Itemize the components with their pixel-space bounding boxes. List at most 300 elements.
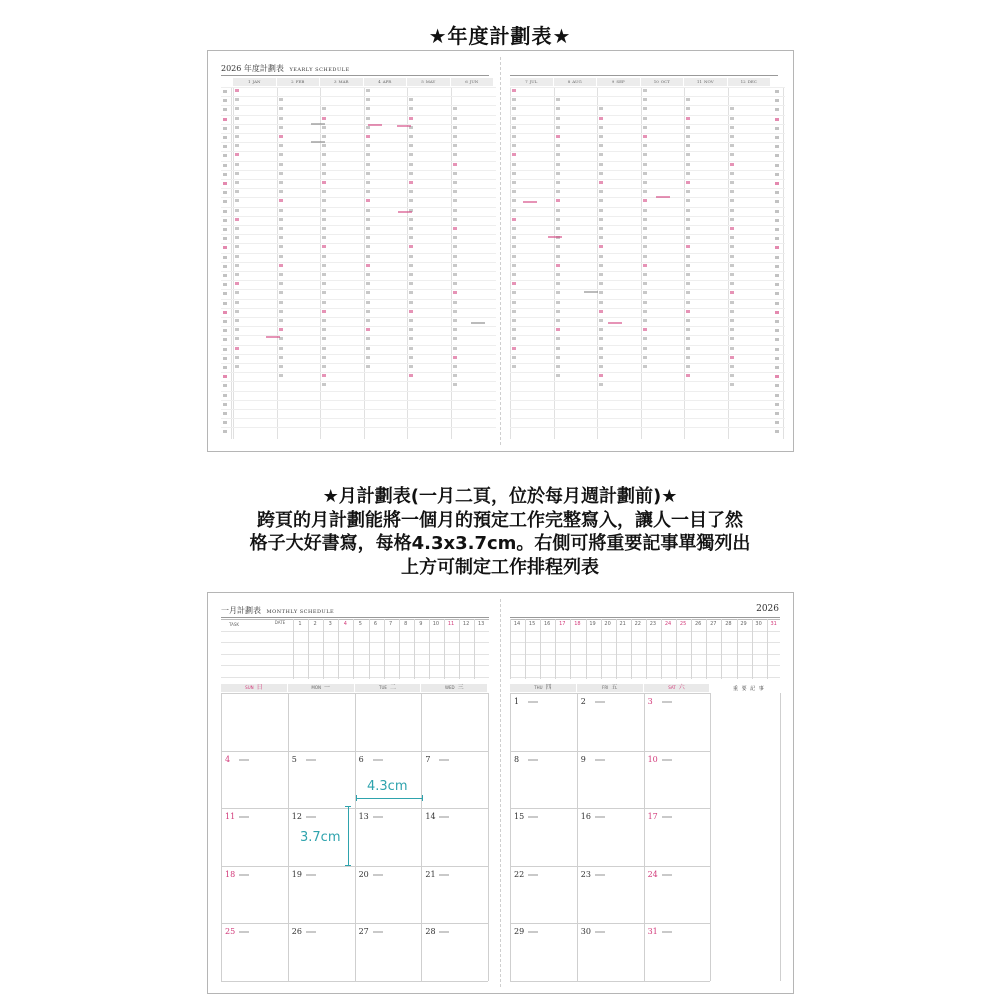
day-entry bbox=[453, 365, 457, 368]
yearly-row-line bbox=[221, 271, 496, 272]
yearly-row-line bbox=[510, 363, 785, 364]
day-entry bbox=[512, 347, 516, 350]
day-entry bbox=[643, 218, 647, 221]
day-entry bbox=[556, 218, 560, 221]
task-date-number: 26 bbox=[695, 621, 702, 627]
yearly-row-line bbox=[510, 179, 785, 180]
day-entry bbox=[453, 190, 457, 193]
day-entry bbox=[453, 374, 457, 377]
weekday-mark bbox=[775, 421, 779, 424]
day-entry bbox=[409, 319, 413, 322]
yearly-row-line bbox=[510, 271, 785, 272]
day-entry bbox=[643, 135, 647, 138]
day-entry bbox=[235, 264, 239, 267]
day-entry bbox=[556, 135, 560, 138]
calendar-day-number: 12 bbox=[291, 812, 302, 821]
day-entry bbox=[643, 328, 647, 331]
month-number: 7 bbox=[525, 79, 528, 84]
day-entry bbox=[366, 117, 370, 120]
day-entry bbox=[453, 347, 457, 350]
calendar-day-number: 16 bbox=[580, 812, 591, 821]
day-entry bbox=[366, 144, 370, 147]
task-label: TASK bbox=[228, 622, 240, 627]
task-date-number: 16 bbox=[544, 621, 551, 627]
month-header-right-0 bbox=[510, 78, 554, 86]
weekday-column-line bbox=[231, 87, 232, 439]
weekday-mark bbox=[775, 375, 779, 378]
calendar-day-number: 11 bbox=[225, 812, 236, 821]
weekday-mark bbox=[223, 154, 227, 157]
day-entry bbox=[599, 291, 603, 294]
calendar-day-number: 29 bbox=[514, 927, 525, 936]
day-entry bbox=[279, 107, 283, 110]
day-entry bbox=[453, 245, 457, 248]
cell-width-tick-right bbox=[422, 795, 423, 801]
weekday-mark bbox=[223, 283, 227, 286]
yearly-row-line bbox=[510, 400, 785, 401]
day-entry bbox=[512, 98, 516, 101]
day-entry bbox=[512, 255, 516, 258]
yearly-row-line bbox=[221, 299, 496, 300]
month-number: 11 bbox=[696, 79, 702, 84]
weekday-mark bbox=[223, 338, 227, 341]
weekday-column-line bbox=[783, 87, 784, 439]
yearly-row-line bbox=[221, 151, 496, 152]
day-entry bbox=[599, 236, 603, 239]
day-entry bbox=[409, 356, 413, 359]
day-note bbox=[528, 874, 538, 876]
weekday-mark bbox=[775, 246, 779, 249]
day-entry bbox=[322, 199, 326, 202]
day-entry bbox=[643, 337, 647, 340]
task-date-number: 1 bbox=[298, 621, 302, 627]
day-entry bbox=[366, 347, 370, 350]
day-entry bbox=[409, 163, 413, 166]
day-entry bbox=[279, 135, 283, 138]
day-entry bbox=[322, 190, 326, 193]
yearly-annotation bbox=[311, 141, 325, 143]
day-entry bbox=[322, 135, 326, 138]
day-entry bbox=[643, 172, 647, 175]
weekday-mark bbox=[775, 311, 779, 314]
month-header-right-3 bbox=[641, 78, 685, 86]
yearly-row-line bbox=[221, 326, 496, 327]
day-entry bbox=[643, 282, 647, 285]
day-entry bbox=[730, 135, 734, 138]
day-entry bbox=[279, 209, 283, 212]
month-abbr: APR bbox=[382, 79, 392, 84]
weekday-mark bbox=[223, 228, 227, 231]
day-entry bbox=[643, 236, 647, 239]
task-date-number: 5 bbox=[358, 621, 362, 627]
month-abbr: OCT bbox=[660, 79, 670, 84]
day-entry bbox=[235, 218, 239, 221]
day-entry bbox=[599, 273, 603, 276]
task-date-number: 8 bbox=[404, 621, 408, 627]
day-entry bbox=[730, 365, 734, 368]
calendar-day-number: 13 bbox=[358, 812, 369, 821]
weekday-mark bbox=[775, 430, 779, 433]
day-note bbox=[528, 759, 538, 761]
task-date-column bbox=[540, 619, 541, 679]
weekday-mark bbox=[223, 246, 227, 249]
month-header-left-4 bbox=[407, 78, 451, 86]
day-entry bbox=[409, 374, 413, 377]
day-entry bbox=[556, 126, 560, 129]
day-entry bbox=[643, 356, 647, 359]
day-entry bbox=[643, 291, 647, 294]
day-entry bbox=[512, 126, 516, 129]
yearly-row-line bbox=[510, 289, 785, 290]
task-date-number: 18 bbox=[574, 621, 581, 627]
day-entry bbox=[279, 374, 283, 377]
yearly-row-line bbox=[510, 207, 785, 208]
weekday-mark bbox=[775, 302, 779, 305]
yearly-title bbox=[221, 63, 350, 74]
day-note bbox=[662, 874, 672, 876]
weekday-mark bbox=[223, 403, 227, 406]
day-entry bbox=[235, 273, 239, 276]
day-note bbox=[595, 816, 605, 818]
calendar-day-number: 27 bbox=[358, 927, 369, 936]
yearly-row-line bbox=[510, 225, 785, 226]
day-note bbox=[439, 759, 449, 761]
day-entry bbox=[686, 291, 690, 294]
calendar-day-number: 20 bbox=[358, 869, 369, 879]
task-date-number: 29 bbox=[740, 621, 747, 627]
day-entry bbox=[453, 356, 457, 359]
weekday-mark bbox=[775, 394, 779, 397]
day-entry bbox=[322, 347, 326, 350]
task-date-number: 27 bbox=[710, 621, 717, 627]
weekday-mark bbox=[775, 237, 779, 240]
day-note bbox=[373, 816, 383, 818]
day-entry bbox=[643, 209, 647, 212]
task-date-number: 2 bbox=[313, 621, 317, 627]
day-header-fri bbox=[577, 684, 644, 692]
day-entry bbox=[556, 328, 560, 331]
day-entry bbox=[643, 301, 647, 304]
calendar-day-number: 28 bbox=[425, 927, 436, 936]
month-abbr: MAY bbox=[425, 79, 436, 84]
calendar-column-line bbox=[221, 693, 222, 981]
day-entry bbox=[599, 264, 603, 267]
day-entry bbox=[730, 181, 734, 184]
weekday-mark bbox=[223, 274, 227, 277]
day-entry bbox=[643, 310, 647, 313]
day-entry bbox=[512, 117, 516, 120]
date-label: DATE bbox=[274, 620, 286, 625]
calendar-day-number: 23 bbox=[580, 869, 591, 879]
weekday-mark bbox=[223, 118, 227, 121]
day-note bbox=[528, 701, 538, 703]
yearly-row-line bbox=[510, 96, 785, 97]
day-entry bbox=[599, 374, 603, 377]
task-date-column bbox=[752, 619, 753, 679]
task-date-number: 28 bbox=[725, 621, 732, 627]
day-entry bbox=[599, 328, 603, 331]
yearly-row-line bbox=[221, 400, 496, 401]
day-entry bbox=[556, 209, 560, 212]
day-entry bbox=[686, 310, 690, 313]
day-entry bbox=[686, 107, 690, 110]
day-entry bbox=[730, 172, 734, 175]
task-date-number: 22 bbox=[634, 621, 641, 627]
month-header-left-0 bbox=[233, 78, 277, 86]
month-abbr: JAN bbox=[252, 79, 261, 84]
day-entry bbox=[730, 264, 734, 267]
day-entry bbox=[279, 301, 283, 304]
day-note bbox=[239, 931, 249, 933]
weekday-mark bbox=[775, 357, 779, 360]
day-entry bbox=[730, 107, 734, 110]
month-column-line bbox=[364, 87, 365, 439]
task-date-column bbox=[459, 619, 460, 679]
month-number: 3 bbox=[333, 79, 337, 84]
calendar-day-number: 6 bbox=[358, 754, 364, 764]
day-entry bbox=[366, 190, 370, 193]
yearly-section-heading: ★年度計劃表★ bbox=[428, 24, 572, 48]
yearly-row-line bbox=[510, 197, 785, 198]
day-entry bbox=[409, 301, 413, 304]
day-entry bbox=[512, 301, 516, 304]
day-entry bbox=[279, 282, 283, 285]
task-date-column bbox=[586, 619, 587, 679]
day-entry bbox=[279, 236, 283, 239]
task-date-column bbox=[369, 619, 370, 679]
day-entry bbox=[686, 199, 690, 202]
day-entry bbox=[556, 282, 560, 285]
day-entry bbox=[235, 117, 239, 120]
weekday-mark bbox=[223, 210, 227, 213]
day-entry bbox=[730, 153, 734, 156]
month-column-line bbox=[597, 87, 598, 439]
day-entry bbox=[599, 153, 603, 156]
day-note bbox=[239, 816, 249, 818]
day-entry bbox=[235, 153, 239, 156]
month-header-right-5 bbox=[728, 78, 772, 86]
day-entry bbox=[279, 98, 283, 101]
weekday-mark bbox=[223, 265, 227, 268]
day-entry bbox=[730, 144, 734, 147]
day-entry bbox=[279, 347, 283, 350]
task-date-column bbox=[384, 619, 385, 679]
month-column-line bbox=[407, 87, 408, 439]
day-entry bbox=[366, 199, 370, 202]
day-entry bbox=[279, 310, 283, 313]
day-entry bbox=[235, 126, 239, 129]
day-entry bbox=[599, 282, 603, 285]
yearly-row-line bbox=[510, 280, 785, 281]
day-entry bbox=[453, 328, 457, 331]
day-entry bbox=[453, 172, 457, 175]
weekday-abbr: THU bbox=[534, 685, 543, 690]
weekday-abbr: SAT bbox=[668, 685, 676, 690]
weekday-mark bbox=[775, 329, 779, 332]
day-entry bbox=[409, 310, 413, 313]
day-entry bbox=[366, 356, 370, 359]
day-entry bbox=[453, 255, 457, 258]
day-entry bbox=[366, 181, 370, 184]
weekday-zh: 一 bbox=[323, 684, 330, 691]
day-entry bbox=[279, 365, 283, 368]
yearly-row-line bbox=[510, 262, 785, 263]
task-date-column bbox=[323, 619, 324, 679]
yearly-schedule-spread bbox=[207, 50, 794, 452]
weekday-mark bbox=[775, 366, 779, 369]
month-header-left-1 bbox=[277, 78, 321, 86]
month-number: 6 bbox=[465, 79, 468, 84]
day-entry bbox=[686, 227, 690, 230]
day-entry bbox=[453, 218, 457, 221]
day-entry bbox=[409, 172, 413, 175]
day-entry bbox=[453, 117, 457, 120]
task-date-number: 17 bbox=[559, 621, 566, 627]
calendar-column-line bbox=[710, 693, 711, 981]
calendar-day-number: 14 bbox=[425, 812, 436, 821]
month-abbr: JUN bbox=[469, 79, 479, 84]
yearly-annotation bbox=[584, 291, 598, 293]
day-entry bbox=[643, 163, 647, 166]
yearly-row-line bbox=[510, 253, 785, 254]
day-entry bbox=[686, 209, 690, 212]
day-entry bbox=[512, 236, 516, 239]
day-entry bbox=[409, 107, 413, 110]
calendar-day-number: 8 bbox=[514, 754, 520, 764]
day-entry bbox=[409, 255, 413, 258]
day-entry bbox=[235, 245, 239, 248]
day-entry bbox=[453, 163, 457, 166]
month-header-left-3 bbox=[364, 78, 408, 86]
day-entry bbox=[599, 209, 603, 212]
day-entry bbox=[512, 209, 516, 212]
yearly-row-line bbox=[221, 179, 496, 180]
day-entry bbox=[599, 107, 603, 110]
day-entry bbox=[730, 199, 734, 202]
yearly-row-line bbox=[510, 151, 785, 152]
weekday-mark bbox=[223, 412, 227, 415]
day-entry bbox=[235, 236, 239, 239]
day-entry bbox=[643, 273, 647, 276]
day-entry bbox=[279, 328, 283, 331]
day-entry bbox=[453, 291, 457, 294]
day-entry bbox=[366, 255, 370, 258]
yearly-row-line bbox=[221, 87, 496, 88]
day-entry bbox=[409, 264, 413, 267]
day-entry bbox=[366, 153, 370, 156]
day-entry bbox=[643, 181, 647, 184]
day-note bbox=[662, 816, 672, 818]
calendar-day-number: 26 bbox=[291, 927, 302, 936]
yearly-row-line bbox=[510, 308, 785, 309]
day-entry bbox=[643, 190, 647, 193]
yearly-row-line bbox=[510, 409, 785, 410]
day-entry bbox=[512, 273, 516, 276]
weekday-mark bbox=[223, 256, 227, 259]
yearly-row-line bbox=[221, 289, 496, 290]
yearly-row-line bbox=[221, 115, 496, 116]
day-entry bbox=[279, 153, 283, 156]
monthly-desc-line-1: 跨頁的月計劃能將一個月的預定工作完整寫入，讓人一目了然 bbox=[257, 509, 743, 531]
day-note bbox=[439, 874, 449, 876]
yearly-row-line bbox=[221, 234, 496, 235]
day-entry bbox=[512, 245, 516, 248]
weekday-mark bbox=[775, 274, 779, 277]
weekday-mark bbox=[223, 200, 227, 203]
calendar-day-number: 18 bbox=[225, 869, 236, 879]
yearly-row-line bbox=[510, 216, 785, 217]
day-entry bbox=[730, 291, 734, 294]
yearly-annotation bbox=[548, 236, 562, 238]
weekday-abbr: WED bbox=[445, 685, 455, 690]
yearly-row-line bbox=[221, 418, 496, 419]
yearly-annotation bbox=[608, 322, 622, 324]
weekday-mark bbox=[223, 237, 227, 240]
day-entry bbox=[322, 319, 326, 322]
day-entry bbox=[512, 107, 516, 110]
yearly-row-line bbox=[221, 317, 496, 318]
calendar-day-number: 5 bbox=[291, 754, 297, 764]
day-header-sat bbox=[644, 684, 711, 692]
weekday-mark bbox=[223, 302, 227, 305]
day-entry bbox=[322, 383, 326, 386]
task-date-column bbox=[737, 619, 738, 679]
monthly-desc-line-3: 上方可制定工作排程列表 bbox=[401, 556, 599, 578]
task-date-column bbox=[414, 619, 415, 679]
calendar-column-line bbox=[355, 693, 356, 981]
task-date-column bbox=[646, 619, 647, 679]
day-entry bbox=[235, 209, 239, 212]
task-date-column bbox=[308, 619, 309, 679]
yearly-row-line bbox=[221, 105, 496, 106]
day-entry bbox=[643, 319, 647, 322]
yearly-row-line bbox=[510, 391, 785, 392]
weekday-mark bbox=[223, 329, 227, 332]
day-entry bbox=[235, 190, 239, 193]
day-entry bbox=[599, 135, 603, 138]
task-date-column bbox=[631, 619, 632, 679]
month-header-right-1 bbox=[554, 78, 598, 86]
day-entry bbox=[366, 301, 370, 304]
yearly-annotation bbox=[398, 211, 412, 213]
weekday-zh: 六 bbox=[678, 684, 685, 691]
weekday-mark bbox=[223, 108, 227, 111]
day-entry bbox=[366, 126, 370, 129]
day-entry bbox=[366, 172, 370, 175]
day-entry bbox=[686, 337, 690, 340]
day-entry bbox=[686, 163, 690, 166]
day-entry bbox=[730, 319, 734, 322]
day-entry bbox=[279, 273, 283, 276]
month-number: 1 bbox=[247, 79, 251, 84]
day-entry bbox=[686, 347, 690, 350]
day-entry bbox=[322, 282, 326, 285]
weekday-mark bbox=[775, 256, 779, 259]
yearly-annotation bbox=[311, 123, 325, 125]
day-entry bbox=[322, 126, 326, 129]
yearly-row-line bbox=[221, 161, 496, 162]
calendar-column-line bbox=[421, 693, 422, 981]
yearly-row-line bbox=[510, 427, 785, 428]
day-note bbox=[373, 874, 383, 876]
day-header-mon bbox=[288, 684, 355, 692]
calendar-row-line bbox=[221, 866, 488, 867]
task-date-column bbox=[676, 619, 677, 679]
day-entry bbox=[686, 365, 690, 368]
task-date-column bbox=[510, 619, 511, 679]
weekday-mark bbox=[223, 292, 227, 295]
task-date-column bbox=[353, 619, 354, 679]
